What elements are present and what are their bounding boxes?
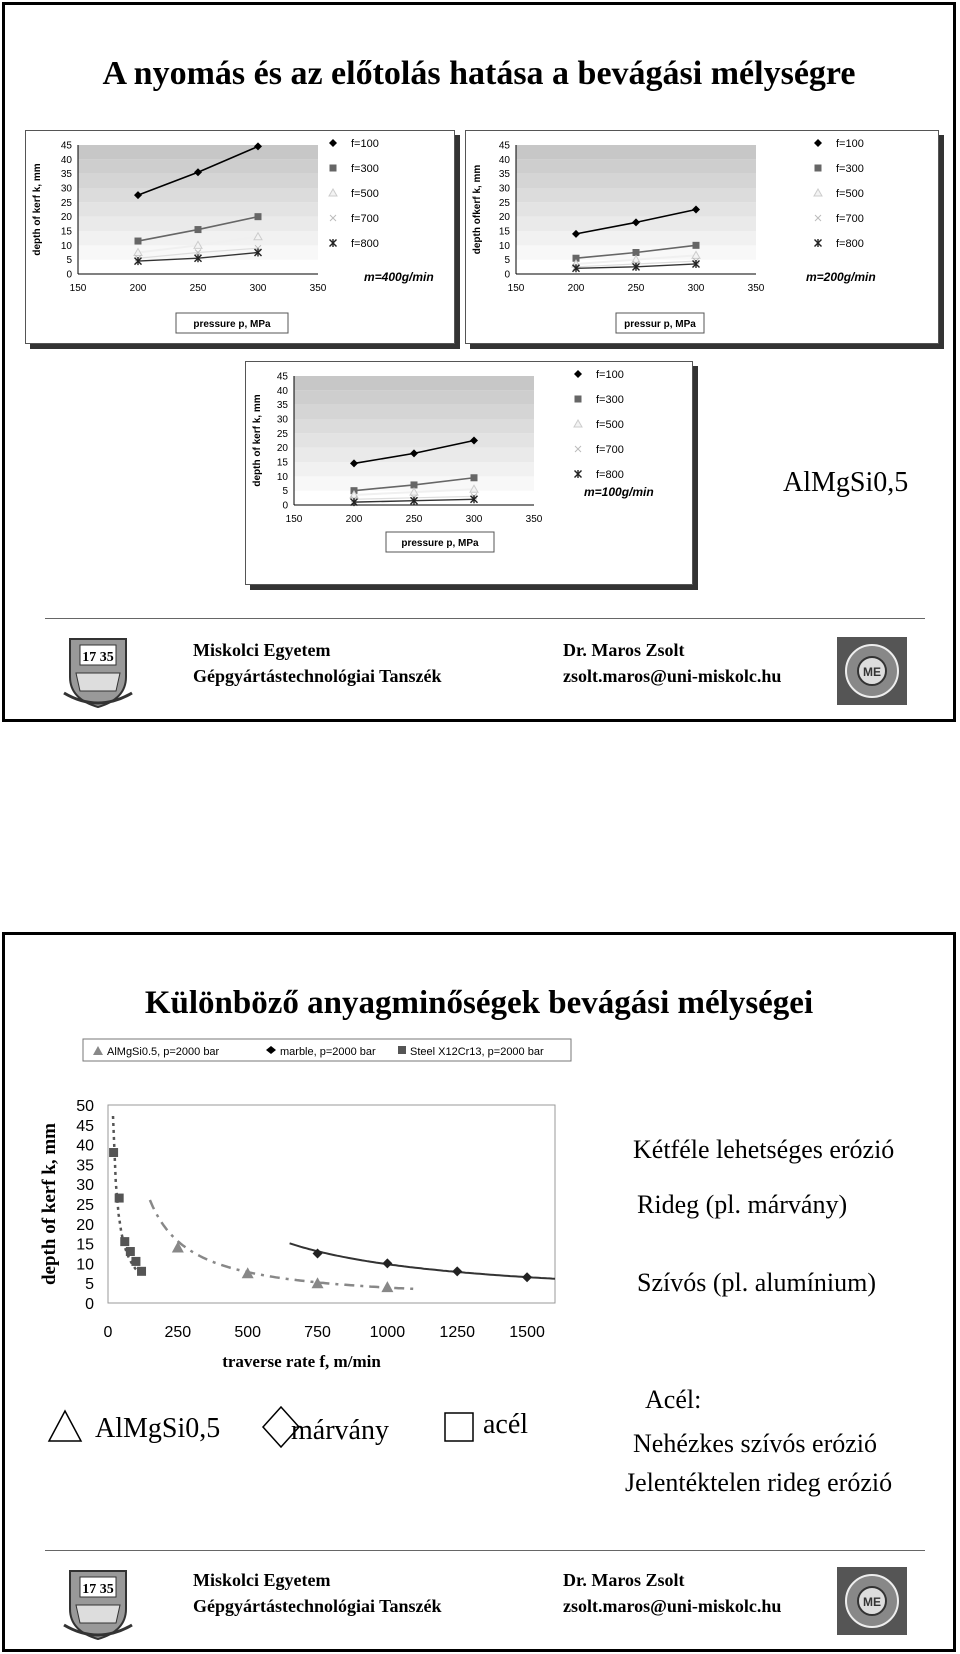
mass-flow-label: m=100g/min: [584, 485, 654, 499]
footer-divider: [45, 1550, 925, 1551]
plot-background-band: [78, 145, 318, 159]
y-tick-label: 25: [76, 1197, 94, 1214]
x-tick-label: 300: [465, 514, 483, 525]
y-tick-label: 0: [282, 500, 288, 512]
x-tick-label: 250: [189, 283, 207, 294]
x-tick-label: 1250: [439, 1324, 476, 1341]
y-tick-label: 0: [85, 1296, 94, 1313]
chart-m100-plot: [246, 362, 692, 584]
y-tick-label: 30: [60, 183, 72, 195]
x-tick-label: 0: [103, 1324, 113, 1341]
chart-m400: [25, 130, 455, 344]
legend-marker-f=300: [815, 165, 822, 172]
mass-flow-label: m=400g/min: [364, 270, 434, 284]
legend-label: f=100: [836, 138, 864, 150]
y-tick-label: 30: [498, 183, 510, 195]
data-point-f=300: [255, 213, 262, 220]
y-tick-label: 25: [60, 197, 72, 209]
y-tick-label: 20: [276, 443, 288, 455]
x-tick-label: 250: [164, 1324, 192, 1341]
x-tick-label: 1000: [369, 1324, 406, 1341]
footer-university: Miskolci Egyetem: [193, 1570, 331, 1590]
legend-label: AlMgSi0.5, p=2000 bar: [107, 1046, 220, 1058]
legend-marker-f=300: [575, 396, 582, 403]
plot-background-band: [516, 174, 756, 188]
y-tick-label: 15: [498, 226, 510, 238]
note-steel-ductile: Nehézkes szívós erózió: [633, 1429, 878, 1458]
plot-background-band: [516, 231, 756, 245]
plot-background-band: [516, 188, 756, 202]
y-tick-label: 45: [76, 1117, 94, 1135]
traverse-chart: [35, 1046, 605, 1395]
x-axis-label: traverse rate f, m/min: [222, 1352, 381, 1371]
university-logo-icon: [60, 1565, 136, 1646]
legend-label: f=500: [351, 188, 379, 200]
x-tick-label: 150: [69, 283, 87, 294]
svg-text:17 35: 17 35: [82, 1582, 114, 1597]
data-point-steel: [126, 1247, 135, 1256]
y-tick-label: 5: [66, 255, 72, 267]
chart-m100: [245, 361, 693, 585]
legend-marker-f=700: [330, 215, 336, 221]
y-tick-label: 50: [76, 1098, 94, 1115]
chart-m200: [465, 130, 939, 344]
y-tick-label: 10: [498, 240, 510, 252]
data-point-steel: [120, 1237, 129, 1246]
legend-marker-f=300: [330, 165, 337, 172]
legend-marker-f=500: [329, 189, 337, 196]
y-tick-label: 30: [276, 414, 288, 426]
y-axis-label: depth of kerf k, mm: [39, 1122, 60, 1286]
y-tick-label: 10: [76, 1256, 94, 1274]
x-tick-label: 350: [309, 283, 327, 294]
slide-2-title: Különböző anyagminőségek bevágási mélységei: [144, 985, 814, 1021]
legend-label: f=500: [836, 188, 864, 200]
note-steel: Acél:: [645, 1385, 702, 1414]
legend-marker-f=100: [574, 370, 582, 378]
x-tick-label: 1500: [509, 1324, 545, 1341]
y-tick-label: 15: [76, 1236, 94, 1254]
legend-label: f=700: [351, 213, 379, 225]
y-tick-label: 35: [60, 169, 72, 181]
svg-text:17 35: 17 35: [82, 650, 114, 665]
y-tick-label: 0: [66, 269, 72, 281]
square-icon: [443, 1411, 475, 1443]
footer-department: Gépgyártástechnológiai Tanszék: [193, 1596, 442, 1616]
department-logo-icon: [837, 637, 907, 710]
y-tick-label: 30: [76, 1177, 94, 1195]
y-tick-label: 5: [85, 1276, 94, 1294]
x-tick-label: 300: [249, 283, 267, 294]
footer-author: Dr. Maros Zsolt: [563, 1570, 685, 1590]
y-tick-label: 40: [276, 385, 288, 397]
legend-label: f=800: [836, 238, 864, 250]
note-brittle: Rideg (pl. márvány): [637, 1190, 848, 1219]
svg-text:ME: ME: [863, 665, 881, 679]
y-axis-label: depth ofkerf k, mm: [472, 164, 483, 255]
slide-2: [2, 932, 956, 1652]
x-tick-label: 150: [285, 514, 303, 525]
plot-area: [108, 1105, 555, 1303]
data-point-steel: [131, 1257, 140, 1266]
data-point-steel: [109, 1148, 118, 1157]
x-tick-label: 200: [129, 283, 147, 294]
y-tick-label: 5: [504, 255, 510, 267]
legend-marker-f=100: [814, 139, 822, 147]
footer-divider: [45, 618, 925, 619]
y-tick-label: 40: [498, 154, 510, 166]
legend-marker-f=500: [574, 420, 582, 427]
y-tick-label: 10: [276, 471, 288, 483]
x-tick-label: 200: [567, 283, 585, 294]
slide-1-title: A nyomás és az előtolás hatása a bevágási mélységre: [102, 55, 856, 92]
x-axis-label: pressure p, MPa: [193, 319, 271, 330]
legend-label: f=100: [596, 369, 624, 381]
x-tick-label: 350: [747, 283, 765, 294]
svg-text:ME: ME: [863, 1595, 881, 1609]
legend-label: f=100: [351, 138, 379, 150]
legend-label: f=500: [596, 419, 624, 431]
footer-department: Gépgyártástechnológiai Tanszék: [193, 666, 442, 686]
y-tick-label: 40: [60, 154, 72, 166]
legend-label: f=800: [596, 469, 624, 481]
data-point-steel: [137, 1267, 146, 1276]
footer-author: Dr. Maros Zsolt: [563, 640, 685, 660]
mass-flow-label: m=200g/min: [806, 270, 876, 284]
y-tick-label: 25: [276, 428, 288, 440]
legend-label: f=800: [351, 238, 379, 250]
legend-aluminium: AlMgSi0,5: [95, 1413, 221, 1444]
legend-marker-f=800: [330, 239, 337, 247]
traverse-chart-plot: [35, 1046, 605, 1395]
note-ductile: Szívós (pl. alumínium): [637, 1268, 877, 1297]
plot-background-band: [78, 202, 318, 216]
plot-background-band: [516, 145, 756, 159]
legend-label: f=300: [351, 163, 379, 175]
legend-label: Steel X12Cr13, p=2000 bar: [410, 1046, 544, 1058]
x-tick-label: 150: [507, 283, 525, 294]
plot-background-band: [294, 390, 534, 404]
note-steel-brittle: Jelentéktelen rideg erózió: [625, 1468, 893, 1497]
x-tick-label: 300: [687, 283, 705, 294]
y-tick-label: 20: [76, 1216, 94, 1234]
legend-marker-f=100: [329, 139, 337, 147]
y-tick-label: 20: [498, 212, 510, 224]
chart-m200-plot: [466, 131, 938, 343]
department-logo-icon: [837, 1567, 907, 1640]
plot-background-band: [516, 202, 756, 216]
y-tick-label: 15: [60, 226, 72, 238]
plot-background-band: [294, 405, 534, 419]
x-axis-label: pressure p, MPa: [401, 538, 479, 549]
footer-university: Miskolci Egyetem: [193, 640, 331, 660]
footer-email[interactable]: zsolt.maros@uni-miskolc.hu: [563, 666, 782, 686]
y-axis-label: depth of kerf k, mm: [252, 394, 263, 487]
legend-marker-f=800: [815, 239, 822, 247]
y-tick-label: 45: [60, 140, 72, 152]
y-tick-label: 35: [498, 169, 510, 181]
university-logo-icon: [60, 633, 136, 714]
y-tick-label: 10: [60, 240, 72, 252]
y-tick-label: 15: [276, 457, 288, 469]
x-tick-label: 750: [304, 1324, 331, 1341]
legend-label: f=700: [596, 444, 624, 456]
plot-background-band: [78, 188, 318, 202]
bottom-legend: [45, 1405, 605, 1455]
legend-steel: acél: [483, 1409, 529, 1440]
legend-marker-f=800: [575, 470, 582, 478]
legend-label: f=700: [836, 213, 864, 225]
data-point-f=300: [693, 242, 700, 249]
legend-label: marble, p=2000 bar: [280, 1046, 376, 1058]
y-tick-label: 45: [498, 140, 510, 152]
y-tick-label: 35: [76, 1157, 94, 1175]
plot-background-band: [294, 433, 534, 447]
data-point-f=300: [135, 238, 142, 245]
x-tick-label: 250: [627, 283, 645, 294]
y-tick-label: 40: [76, 1137, 94, 1155]
plot-background-band: [294, 376, 534, 390]
data-point-steel: [115, 1194, 124, 1203]
plot-background-band: [516, 159, 756, 173]
x-tick-label: 250: [405, 514, 423, 525]
slide-1: [2, 2, 956, 722]
x-tick-label: 500: [234, 1324, 262, 1341]
x-tick-label: 200: [345, 514, 363, 525]
material-label: AlMgSi0,5: [783, 467, 909, 498]
data-point-f=300: [195, 226, 202, 233]
chart-legend: [83, 1039, 571, 1061]
legend-marble: márvány: [291, 1415, 389, 1446]
legend-marker-f=500: [814, 189, 822, 196]
y-tick-label: 45: [276, 371, 288, 383]
plot-background-band: [294, 419, 534, 433]
y-tick-label: 35: [276, 400, 288, 412]
legend-label: f=300: [836, 163, 864, 175]
footer-email[interactable]: zsolt.maros@uni-miskolc.hu: [563, 1596, 782, 1616]
note-erosion-types: Kétféle lehetséges erózió: [633, 1135, 895, 1164]
legend-marker-f=700: [575, 446, 581, 452]
y-tick-label: 0: [504, 269, 510, 281]
legend-marker-f=700: [815, 215, 821, 221]
x-axis-label: pressur p, MPa: [624, 319, 696, 330]
data-point-f=300: [471, 474, 478, 481]
triangle-icon: [45, 1407, 85, 1447]
plot-background-band: [294, 462, 534, 476]
x-tick-label: 350: [525, 514, 543, 525]
y-tick-label: 20: [60, 212, 72, 224]
y-axis-label: depth of kerf k, mm: [32, 163, 43, 256]
legend-marker-steel: [398, 1046, 406, 1054]
chart-m400-plot: [26, 131, 454, 343]
legend-label: f=300: [596, 394, 624, 406]
y-tick-label: 5: [282, 486, 288, 498]
y-tick-label: 25: [498, 197, 510, 209]
